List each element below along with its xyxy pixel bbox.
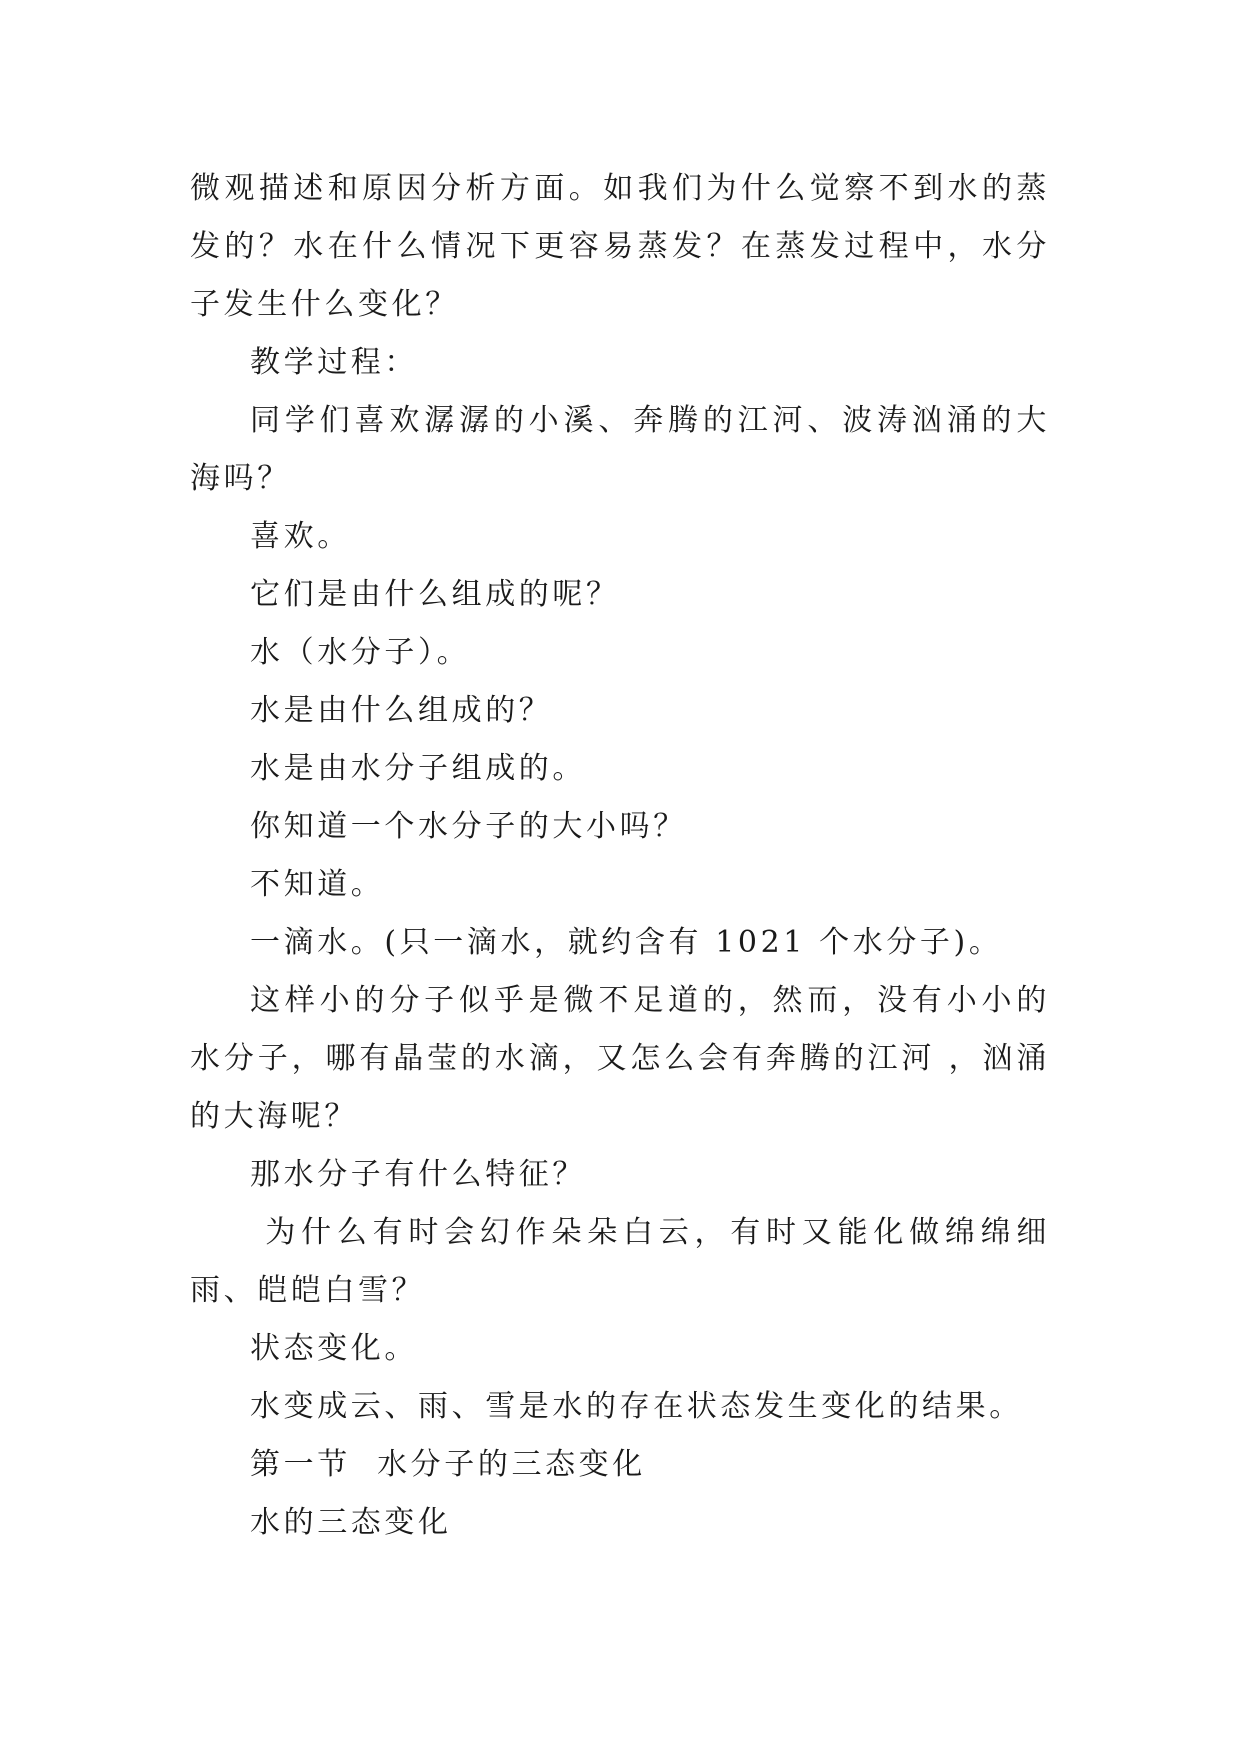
paragraph-drop: 一滴水。(只一滴水，就约含有 1021 个水分子)。 <box>250 925 1003 960</box>
paragraph-question-clouds: 为什么有时会幻作朵朵白云，有时又能化做绵绵细雨、皑皑白雪？ <box>190 1215 1051 1308</box>
paragraph-question-features: 那水分子有什么特征？ <box>250 1157 586 1192</box>
paragraph-answer-state-change: 状态变化。 <box>250 1331 418 1366</box>
paragraph-teaching-process: 教学过程： <box>250 345 418 380</box>
paragraph-question-size: 你知道一个水分子的大小吗？ <box>250 809 687 844</box>
section-heading: 第一节 水分子的三态变化 <box>250 1447 646 1482</box>
document-body <box>190 160 1050 1552</box>
paragraph-answer-unknown: 不知道。 <box>250 867 385 902</box>
paragraph-question-rivers: 同学们喜欢潺潺的小溪、奔腾的江河、波涛汹涌的大海吗？ <box>190 403 1050 496</box>
paragraph-small-molecules: 这样小的分子似乎是微不足道的，然而，没有小小的水分子，哪有晶莹的水滴，又怎么会有奔腾的江河 ，汹涌的大海呢？ <box>190 983 1050 1134</box>
paragraph-answer-molecules: 水是由水分子组成的。 <box>250 751 586 786</box>
subsection-heading: 水的三态变化 <box>250 1505 452 1540</box>
paragraph-answer-water: 水（水分子）。 <box>250 635 471 670</box>
paragraph-state-result: 水变成云、雨、雪是水的存在状态发生变化的结果。 <box>250 1389 1023 1424</box>
paragraph-intro: 微观描述和原因分析方面。如我们为什么觉察不到水的蒸发的？水在什么情况下更容易蒸发？在蒸发过程中，水分子发生什么变化？ <box>190 171 1050 322</box>
paragraph-answer-like: 喜欢。 <box>250 519 351 554</box>
paragraph-question-composition: 它们是由什么组成的呢？ <box>250 577 620 612</box>
paragraph-question-water: 水是由什么组成的？ <box>250 693 553 728</box>
